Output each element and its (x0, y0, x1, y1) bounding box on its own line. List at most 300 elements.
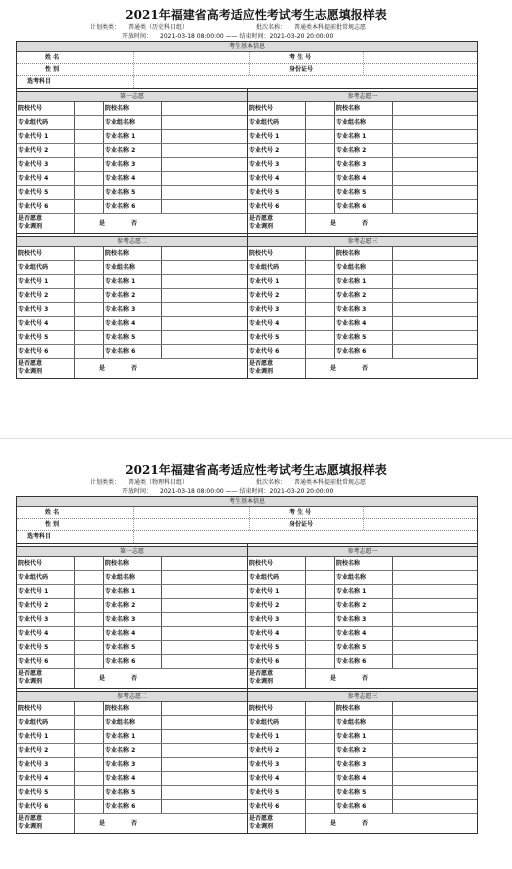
field-value[interactable] (75, 571, 104, 584)
field-label: 专业代号 1 (248, 730, 306, 743)
table-row (248, 158, 477, 172)
field-value[interactable] (393, 557, 477, 570)
field-value[interactable] (393, 261, 477, 274)
field-value[interactable] (75, 247, 104, 260)
field-value[interactable] (393, 571, 477, 584)
field-label: 专业代号 5 (17, 186, 75, 199)
adjust-no[interactable]: 否 (131, 220, 138, 227)
field-value[interactable] (162, 144, 247, 157)
field-value[interactable] (393, 144, 477, 157)
field-label: 院校名称 (104, 557, 162, 570)
field-label: 专业名称 3 (104, 303, 162, 316)
field-value[interactable] (75, 130, 104, 143)
field-label: 专业代号 2 (248, 744, 306, 757)
field-value[interactable] (162, 557, 247, 570)
field-value[interactable] (306, 275, 335, 288)
field-value[interactable] (162, 275, 247, 288)
field-value[interactable] (393, 102, 477, 115)
field-value[interactable] (306, 613, 335, 626)
field-label: 专业名称 3 (335, 303, 393, 316)
field-value[interactable] (162, 786, 247, 799)
field-value[interactable] (75, 116, 104, 129)
field-value[interactable] (162, 116, 247, 129)
field-label: 专业名称 3 (104, 613, 162, 626)
field-label: 专业代号 3 (248, 758, 306, 771)
field-label: 专业代号 1 (248, 585, 306, 598)
field-divider (363, 519, 364, 530)
field-label: 专业代号 1 (17, 130, 75, 143)
table-row (248, 345, 477, 359)
field-value[interactable] (393, 200, 477, 213)
field-value[interactable] (75, 702, 104, 715)
field-value[interactable] (306, 102, 335, 115)
field-value[interactable] (75, 289, 104, 302)
field-label: 专业组名称 (104, 571, 162, 584)
adjust-yes[interactable]: 是 (99, 675, 106, 682)
adjust-options (75, 814, 247, 833)
adjust-yes[interactable]: 是 (99, 220, 106, 227)
field-value[interactable] (393, 116, 477, 129)
table-row (248, 613, 477, 627)
table-row (17, 289, 247, 303)
field-label: 院校代号 (248, 247, 306, 260)
field-value[interactable] (75, 186, 104, 199)
form-1 (16, 8, 478, 379)
field-label: 专业代号 6 (17, 655, 75, 668)
field-value[interactable] (393, 303, 477, 316)
field-value[interactable] (162, 716, 247, 729)
field-divider (363, 52, 364, 63)
table-row (17, 130, 247, 144)
field-value[interactable] (393, 613, 477, 626)
choice-header: 参考志愿三 (248, 692, 477, 702)
field-value[interactable] (306, 345, 335, 358)
adjust-no[interactable]: 否 (131, 365, 138, 372)
field-value[interactable] (306, 641, 335, 654)
table-row (17, 627, 247, 641)
adjust-no[interactable]: 否 (362, 365, 369, 372)
field-label: 专业名称 5 (335, 786, 393, 799)
adjust-yes[interactable]: 是 (99, 365, 106, 372)
field-value[interactable] (75, 102, 104, 115)
field-label: 专业名称 3 (335, 158, 393, 171)
field-value[interactable] (306, 289, 335, 302)
field-label: 专业名称 1 (335, 730, 393, 743)
adjust-yes[interactable]: 是 (330, 365, 337, 372)
field-divider (249, 507, 250, 518)
table-row (248, 599, 477, 613)
field-value[interactable] (393, 186, 477, 199)
field-value[interactable] (75, 158, 104, 171)
field-value[interactable] (162, 800, 247, 813)
table-row (17, 261, 247, 275)
exam-no-label: 考 生 号 (289, 54, 312, 61)
field-label: 专业组名称 (335, 716, 393, 729)
field-label: 专业代号 5 (248, 331, 306, 344)
field-value[interactable] (306, 800, 335, 813)
field-label: 专业名称 2 (335, 289, 393, 302)
field-value[interactable] (75, 772, 104, 785)
field-value[interactable] (306, 585, 335, 598)
form-2 (16, 463, 478, 834)
adjust-label-line1: 是否愿意 (18, 815, 43, 822)
field-value[interactable] (75, 275, 104, 288)
table-row (248, 772, 477, 786)
field-value[interactable] (393, 655, 477, 668)
field-label: 专业代号 2 (17, 289, 75, 302)
field-label: 专业名称 3 (104, 158, 162, 171)
field-value[interactable] (75, 800, 104, 813)
field-value[interactable] (75, 744, 104, 757)
field-value[interactable] (75, 585, 104, 598)
basic-info-row (17, 531, 477, 543)
adjust-no[interactable]: 否 (362, 675, 369, 682)
field-value[interactable] (162, 247, 247, 260)
field-label: 专业名称 5 (335, 331, 393, 344)
field-label: 专业名称 6 (104, 800, 162, 813)
adjust-no[interactable]: 否 (362, 220, 369, 227)
table-row (17, 172, 247, 186)
field-value[interactable] (306, 655, 335, 668)
field-value[interactable] (75, 716, 104, 729)
field-value[interactable] (162, 102, 247, 115)
plan-info-row (16, 478, 478, 487)
field-label: 院校代号 (17, 557, 75, 570)
field-value[interactable] (393, 331, 477, 344)
field-label: 专业代号 6 (248, 345, 306, 358)
choice-header: 参考志愿三 (248, 237, 477, 247)
table-row (17, 200, 247, 214)
adjust-options (306, 214, 477, 233)
table-row (17, 144, 247, 158)
field-value[interactable] (306, 331, 335, 344)
field-label: 院校代号 (17, 102, 75, 115)
field-value[interactable] (162, 289, 247, 302)
field-value[interactable] (162, 585, 247, 598)
field-value[interactable] (393, 345, 477, 358)
field-label: 院校名称 (335, 102, 393, 115)
field-label: 院校名称 (335, 247, 393, 260)
field-value[interactable] (393, 247, 477, 260)
adjust-label-line2: 专业调剂 (249, 368, 274, 375)
field-value[interactable] (162, 599, 247, 612)
field-label: 专业名称 2 (104, 744, 162, 757)
field-value[interactable] (393, 772, 477, 785)
adjust-label-line1: 是否愿意 (249, 815, 274, 822)
field-label: 专业组代码 (248, 116, 306, 129)
field-label: 专业名称 2 (335, 599, 393, 612)
field-value[interactable] (393, 275, 477, 288)
field-value[interactable] (306, 786, 335, 799)
field-value[interactable] (393, 585, 477, 598)
adjust-row (17, 669, 247, 688)
field-value[interactable] (162, 331, 247, 344)
field-label: 专业名称 6 (335, 800, 393, 813)
field-value[interactable] (162, 730, 247, 743)
field-value[interactable] (306, 303, 335, 316)
field-label: 专业代号 2 (248, 599, 306, 612)
adjust-options (75, 669, 247, 688)
batch-label: 批次名称： (256, 479, 287, 486)
field-label: 专业名称 6 (104, 200, 162, 213)
open-time-value: 2021-03-18 08:00:00 —— 结束时间：2021-03-20 20:00:00 (160, 488, 334, 495)
field-value[interactable] (306, 557, 335, 570)
adjust-label-line2: 专业调剂 (18, 823, 43, 830)
field-label: 专业名称 3 (335, 613, 393, 626)
field-value[interactable] (306, 116, 335, 129)
time-info-row (16, 32, 478, 41)
field-label: 专业代号 5 (17, 641, 75, 654)
adjust-label (17, 814, 75, 833)
open-time-value: 2021-03-18 08:00:00 —— 结束时间：2021-03-20 20:00:00 (160, 33, 334, 40)
field-label: 专业代号 2 (248, 289, 306, 302)
adjust-label-line1: 是否愿意 (18, 215, 43, 222)
field-value[interactable] (162, 200, 247, 213)
field-label: 专业名称 1 (335, 585, 393, 598)
gender-label: 性 别 (45, 521, 60, 528)
field-value[interactable] (162, 345, 247, 358)
table-row (248, 571, 477, 585)
field-label: 专业名称 2 (104, 599, 162, 612)
field-value[interactable] (393, 158, 477, 171)
adjust-label-line1: 是否愿意 (249, 670, 274, 677)
field-label: 院校代号 (248, 702, 306, 715)
field-label: 专业代号 6 (17, 345, 75, 358)
field-value[interactable] (306, 744, 335, 757)
field-label: 专业组名称 (104, 716, 162, 729)
field-label: 专业组代码 (248, 261, 306, 274)
choice-block-2 (16, 234, 478, 379)
batch-label: 批次名称： (256, 24, 287, 31)
id-label: 身份证号 (289, 521, 314, 528)
field-label: 院校名称 (104, 702, 162, 715)
table-row (17, 730, 247, 744)
field-label: 专业代号 5 (248, 186, 306, 199)
field-value[interactable] (306, 158, 335, 171)
field-value[interactable] (393, 289, 477, 302)
table-row (17, 744, 247, 758)
field-label: 专业代号 2 (17, 744, 75, 757)
field-label: 专业组名称 (335, 261, 393, 274)
field-label: 专业名称 1 (335, 130, 393, 143)
field-label: 院校名称 (335, 702, 393, 715)
table-row (248, 557, 477, 571)
table-row (248, 702, 477, 716)
field-value[interactable] (75, 557, 104, 570)
field-value[interactable] (306, 627, 335, 640)
table-row (17, 585, 247, 599)
field-value[interactable] (75, 345, 104, 358)
field-value[interactable] (306, 571, 335, 584)
adjust-label-line1: 是否愿意 (249, 360, 274, 367)
field-value[interactable] (393, 744, 477, 757)
field-value[interactable] (393, 627, 477, 640)
field-label: 专业代号 4 (248, 627, 306, 640)
table-row (17, 716, 247, 730)
field-label: 专业名称 3 (335, 758, 393, 771)
field-value[interactable] (75, 627, 104, 640)
field-value[interactable] (75, 303, 104, 316)
field-value[interactable] (393, 716, 477, 729)
field-label: 专业组名称 (104, 261, 162, 274)
field-label: 专业代号 5 (248, 641, 306, 654)
table-row (17, 655, 247, 669)
field-value[interactable] (75, 786, 104, 799)
field-label: 专业代号 4 (248, 172, 306, 185)
field-value[interactable] (393, 172, 477, 185)
field-label: 专业代号 4 (17, 627, 75, 640)
field-value[interactable] (393, 800, 477, 813)
field-value[interactable] (306, 247, 335, 260)
field-value[interactable] (162, 317, 247, 330)
field-label: 专业组代码 (17, 716, 75, 729)
field-value[interactable] (75, 655, 104, 668)
field-value[interactable] (75, 613, 104, 626)
field-value[interactable] (306, 716, 335, 729)
field-label: 专业代号 2 (17, 144, 75, 157)
field-value[interactable] (393, 599, 477, 612)
field-value[interactable] (306, 144, 335, 157)
field-value[interactable] (162, 655, 247, 668)
field-divider (363, 64, 364, 75)
field-label: 专业名称 4 (335, 772, 393, 785)
field-label: 专业名称 6 (335, 200, 393, 213)
field-label: 专业名称 6 (335, 655, 393, 668)
field-value[interactable] (162, 627, 247, 640)
field-value[interactable] (162, 772, 247, 785)
field-value[interactable] (162, 702, 247, 715)
table-row (248, 716, 477, 730)
field-value[interactable] (393, 702, 477, 715)
field-value[interactable] (306, 758, 335, 771)
field-label: 专业名称 1 (104, 275, 162, 288)
field-label: 专业名称 5 (104, 786, 162, 799)
field-value[interactable] (75, 261, 104, 274)
adjust-no[interactable]: 否 (362, 820, 369, 827)
table-row (248, 800, 477, 814)
open-time-label: 开放时间： (122, 33, 153, 40)
adjust-no[interactable]: 否 (131, 820, 138, 827)
form-separator (0, 438, 512, 439)
field-value[interactable] (306, 702, 335, 715)
table-row (17, 247, 247, 261)
field-value[interactable] (75, 172, 104, 185)
field-label: 专业名称 5 (104, 331, 162, 344)
field-value[interactable] (75, 641, 104, 654)
field-value[interactable] (162, 571, 247, 584)
field-label: 专业代号 1 (17, 275, 75, 288)
field-value[interactable] (162, 613, 247, 626)
field-label: 专业代号 5 (17, 331, 75, 344)
choice-panel-right (247, 234, 477, 378)
field-value[interactable] (306, 730, 335, 743)
adjust-label-line1: 是否愿意 (18, 360, 43, 367)
field-label: 专业代号 1 (248, 130, 306, 143)
field-value[interactable] (306, 186, 335, 199)
field-label: 专业名称 4 (335, 317, 393, 330)
field-label: 专业组名称 (335, 116, 393, 129)
table-row (17, 599, 247, 613)
field-value[interactable] (162, 186, 247, 199)
adjust-options (306, 669, 477, 688)
field-label: 专业代号 5 (17, 786, 75, 799)
table-row (17, 571, 247, 585)
field-value[interactable] (162, 641, 247, 654)
adjust-no[interactable]: 否 (131, 675, 138, 682)
field-value[interactable] (75, 200, 104, 213)
field-value[interactable] (306, 130, 335, 143)
adjust-yes[interactable]: 是 (330, 220, 337, 227)
field-divider (363, 507, 364, 518)
adjust-options (306, 814, 477, 833)
field-value[interactable] (306, 772, 335, 785)
field-label: 专业名称 5 (104, 641, 162, 654)
field-value[interactable] (306, 172, 335, 185)
table-row (17, 345, 247, 359)
table-row (17, 786, 247, 800)
field-value[interactable] (162, 303, 247, 316)
field-value[interactable] (75, 331, 104, 344)
field-label: 专业名称 2 (104, 289, 162, 302)
time-info-row (16, 487, 478, 496)
choice-block-1 (16, 544, 478, 689)
field-value[interactable] (162, 744, 247, 757)
adjust-label-line2: 专业调剂 (18, 223, 43, 230)
subjects-label: 选考科目 (27, 78, 52, 85)
field-value[interactable] (75, 730, 104, 743)
field-label: 专业代号 3 (17, 758, 75, 771)
field-label: 院校名称 (335, 557, 393, 570)
adjust-label (248, 359, 306, 378)
table-row (17, 557, 247, 571)
adjust-label (17, 359, 75, 378)
field-value[interactable] (75, 144, 104, 157)
field-value[interactable] (75, 599, 104, 612)
field-label: 专业代号 4 (248, 772, 306, 785)
table-row (248, 172, 477, 186)
field-value[interactable] (162, 261, 247, 274)
field-value[interactable] (306, 317, 335, 330)
table-row (248, 275, 477, 289)
choice-panel-right (247, 544, 477, 688)
basic-info-table (16, 496, 478, 544)
field-value[interactable] (393, 641, 477, 654)
adjust-yes[interactable]: 是 (330, 675, 337, 682)
field-value[interactable] (162, 172, 247, 185)
adjust-yes[interactable]: 是 (99, 820, 106, 827)
field-value[interactable] (393, 786, 477, 799)
field-label: 专业代号 6 (17, 800, 75, 813)
field-value[interactable] (75, 317, 104, 330)
field-label: 专业代号 6 (248, 200, 306, 213)
adjust-yes[interactable]: 是 (330, 820, 337, 827)
field-value[interactable] (162, 758, 247, 771)
field-value[interactable] (393, 317, 477, 330)
table-row (248, 116, 477, 130)
field-value[interactable] (393, 758, 477, 771)
adjust-label (17, 669, 75, 688)
field-value[interactable] (393, 130, 477, 143)
field-value[interactable] (306, 261, 335, 274)
field-value[interactable] (162, 158, 247, 171)
table-row (248, 786, 477, 800)
field-value[interactable] (306, 599, 335, 612)
field-value[interactable] (75, 758, 104, 771)
field-value[interactable] (162, 130, 247, 143)
field-value[interactable] (306, 200, 335, 213)
field-label: 专业代号 4 (17, 317, 75, 330)
field-value[interactable] (393, 730, 477, 743)
